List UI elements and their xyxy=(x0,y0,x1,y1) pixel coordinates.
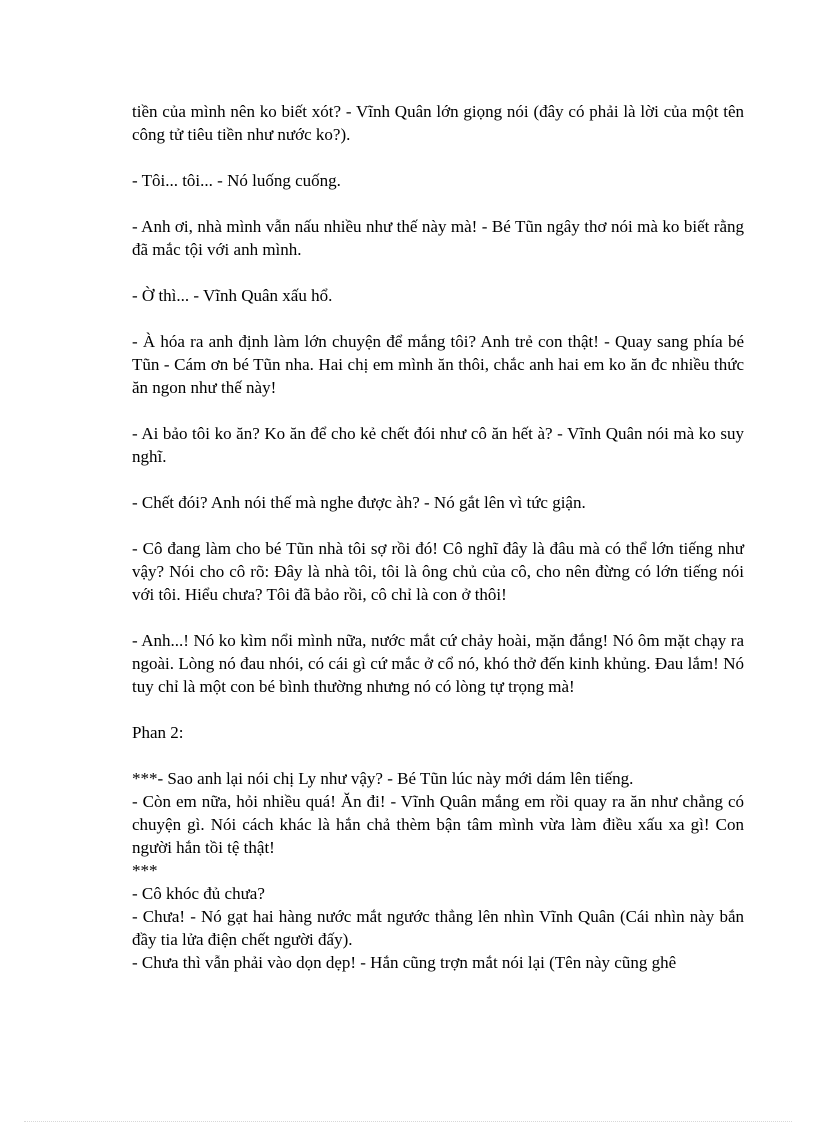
paragraph: - Tôi... tôi... - Nó luống cuống. xyxy=(132,171,341,190)
paragraph: - Ờ thì... - Vĩnh Quân xấu hổ. xyxy=(132,286,333,305)
paragraph: ***- Sao anh lại nói chị Ly như vậy? - Bé Tũn lúc này mới dám lên tiếng. xyxy=(132,769,634,788)
paragraph: - Anh ơi, nhà mình vẫn nấu nhiều như thế này mà! - Bé Tũn ngây thơ nói mà ko biết rằng đã mắc tội với anh mình. xyxy=(132,217,744,259)
separator-text: *** xyxy=(132,861,158,880)
paragraph: - Chưa! - Nó gạt hai hàng nước mắt ngước thẳng lên nhìn Vĩnh Quân (Cái nhìn này bắn đầy tia lửa điện chết người đấy). xyxy=(132,907,744,949)
paragraph: - À hóa ra anh định làm lớn chuyện để mắng tôi? Anh trẻ con thật! - Quay sang phía bé Tũn - Cám ơn bé Tũn nha. Hai chị em mình ăn thôi, chắc anh hai em ko ăn đc nhiều thức ăn ngon như thế này! xyxy=(132,332,744,397)
document-body xyxy=(132,100,744,974)
paragraph: - Chưa thì vẫn phải vào dọn dẹp! - Hắn cũng trợn mắt nói lại (Tên này cũng ghê xyxy=(132,953,677,972)
paragraph: - Còn em nữa, hỏi nhiều quá! Ăn đi! - Vĩnh Quân mắng em rồi quay ra ăn như chẳng có chuyện gì. Nói cách khác là hắn chả thèm bận tâm mình vừa làm điều xấu xa gì! Con người hắn tồi tệ thật! xyxy=(132,792,744,857)
page-bottom-border xyxy=(24,1121,792,1122)
paragraph: tiền của mình nên ko biết xót? - Vĩnh Quân lớn giọng nói (đây có phải là lời của một tên công tử tiêu tiền như nước ko?). xyxy=(132,102,744,144)
paragraph: - Chết đói? Anh nói thế mà nghe được àh? - Nó gắt lên vì tức giận. xyxy=(132,493,586,512)
paragraph: - Ai bảo tôi ko ăn? Ko ăn để cho kẻ chết đói như cô ăn hết à? - Vĩnh Quân nói mà ko suy nghĩ. xyxy=(132,424,744,466)
paragraph: - Cô khóc đủ chưa? xyxy=(132,884,265,903)
paragraph: - Anh...! Nó ko kìm nổi mình nữa, nước mắt cứ chảy hoài, mặn đắng! Nó ôm mặt chạy ra ngoài. Lòng nó đau nhói, có cái gì cứ mắc ở cổ nó, khó thở đến kinh khủng. Đau lắm! Nó tuy chỉ là một con bé bình thường nhưng nó có lòng tự trọng mà! xyxy=(132,631,744,696)
paragraph: - Cô đang làm cho bé Tũn nhà tôi sợ rồi đó! Cô nghĩ đây là đâu mà có thể lớn tiếng như vậy? Nói cho cô rõ: Đây là nhà tôi, tôi là ông chủ của cô, cho nên đừng có lớn tiếng nói với tôi. Hiểu chưa? Tôi đã bảo rồi, cô chỉ là con ở thôi! xyxy=(132,539,744,604)
section-heading: Phan 2: xyxy=(132,723,184,742)
